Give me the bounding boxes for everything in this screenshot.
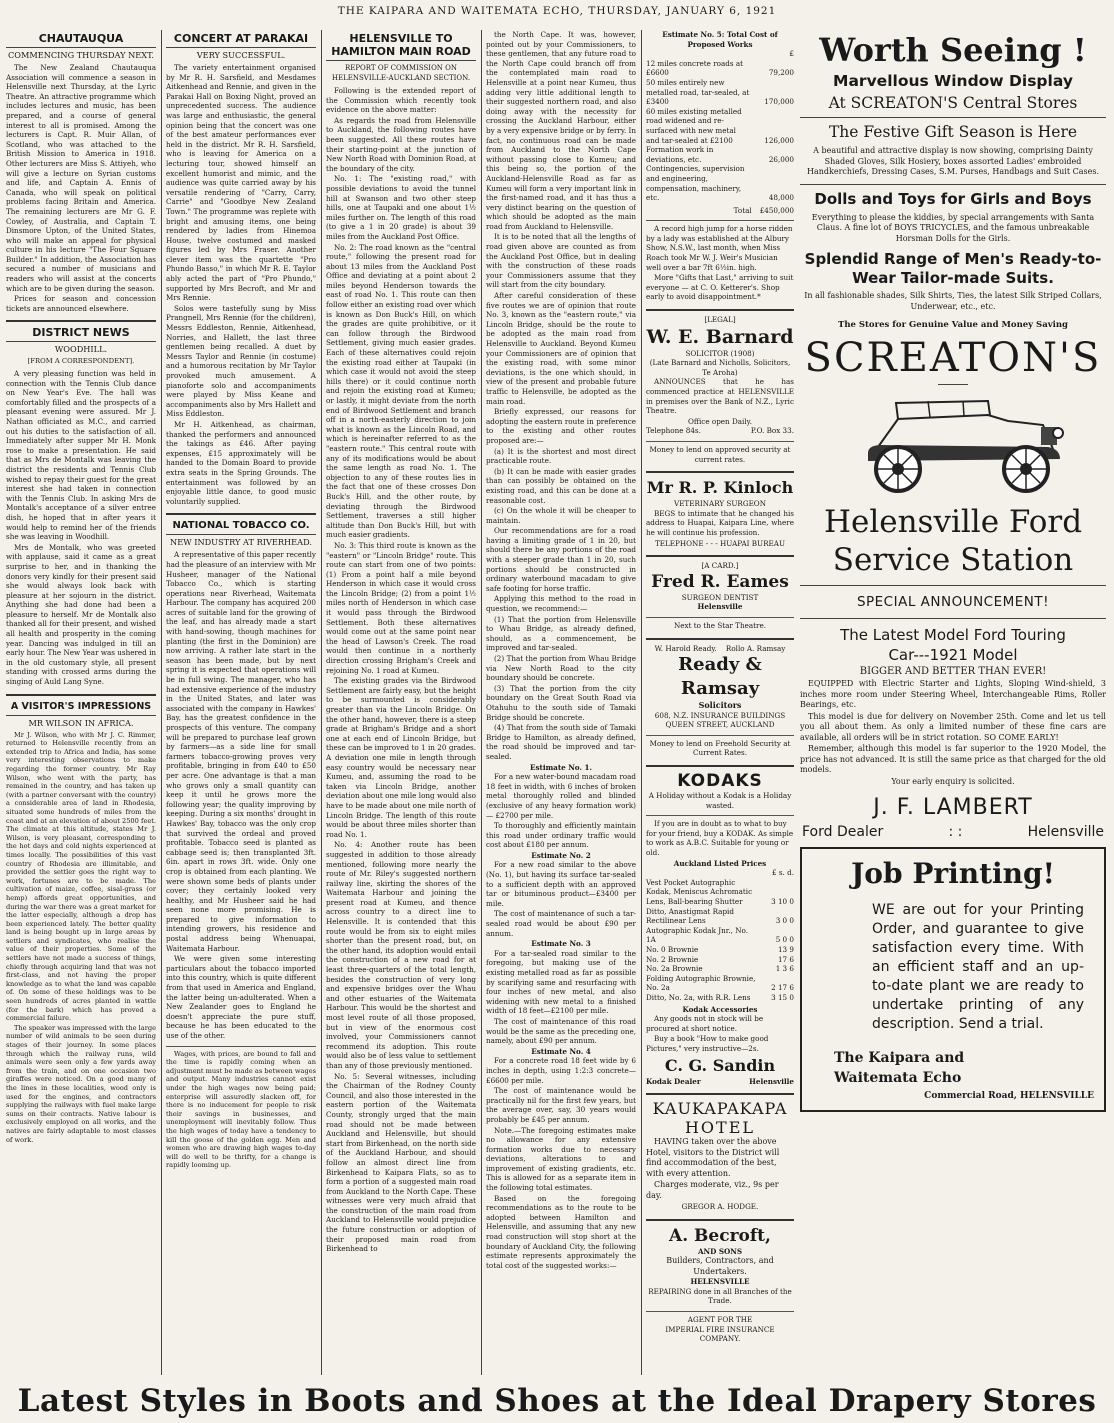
ford-station-title-2: Service Station [832,542,1074,578]
estimate-5-table [646,59,794,216]
eames-place: Helensville [697,602,743,612]
becroft-ad [646,1225,794,1344]
divider [800,585,1106,586]
road-cont-para-2: It is to be noted that all the lengths of road given above are counted as from the Auckland Post Office, but in dealing with the construction of these roads your Commissioners assume that they will start from the city boundary. [486,232,636,290]
road-cont-para-7: Based on the foregoing recommendations as to the route to be adopted between Hamilton and Helensville, and assuming that any new road construction will stop short at the boundary of Auckland City, the following estimate represents approximately the total cost of the suggested works:— [486,1193,636,1270]
kinloch-body: BEGS to intimate that he changed his address to Huapai, Kaipara Line, where he will continue his profession. [646,508,794,537]
item-price: 3 15 0 [771,992,794,1002]
estimate-3-maintenance: The cost of maintenance of this road would be the same as the preceding one, namely, about £90 per annum. [486,1016,636,1046]
kinloch-ad [646,477,794,548]
barnard-name: W. E. Barnard [646,325,794,348]
road-cont-para-4: Briefly expressed, our reasons for adopting the eastern route in preference to the existing and other routes proposed are:— [486,407,636,445]
total-value: £450,000 [759,205,794,215]
item-label: No. 2 Brownie [646,954,699,964]
barnard-box: P.O. Box 33. [750,426,794,436]
list-item: (a) It is the shortest and most direct practicable route. [486,446,636,466]
row-value: 170,000 [764,97,794,107]
becroft-agent: AGENT FOR THE [687,1315,753,1325]
ramsay-role: Solicitors [698,700,742,711]
divider [938,384,968,385]
paper-address: Commercial Road, HELENSVILLE [924,1091,1094,1101]
row-label: 12 miles concrete roads at £6600 [646,58,743,78]
paper-name-1: The Kaipara and [834,1050,965,1066]
ford-dealer-line [800,823,1106,841]
sandin-right: Helensville [749,1076,794,1086]
chautauqua-para-1: The New Zealand Chautauqua Association will commence a season in Helensville next Thursday, at the Lyric Theatre. An attractive programme which includes lectures and music, has been prepared, and a course of general interest to all is promised. Among the lecturers is Capt. R. Muir Allan, of Scotland, who was attached to the British Mission to America in 1918. Other lecturers are Miss S. Attiyeh, who will give a lecture on Syrian customs and life, and Captain A. Ennis of Canada, who will speak on political problems facing Britain and America. The remaining lecturers are Mr G. F. Cowley, of Australia, and Captain T. Dinsmore Upton, of the United States, who will make an appeal for physical culture in his lecture "The Four Square Builder." In addition, the Association has secured a number of musicians and readers who will assist at the concerts which are to be given during the season. [6,63,156,293]
tobacco-para-1: A representative of this paper recently had the pleasure of an interview with Mr Husheer, manager of the National Tobacco Co., which is starting operations near Riverhead, Waitemata Harbour. The company has acquired 200 acres of suitable land for the growing of the leaf, and has already made a start with hand-sowing, though machines for planting (the first in the Dominion) are now arriving. A rather late start in the season has been made, but by next spring it is expected that operations will be in full swing. The manager, who has had extensive experience of the industry in the United States, and later was associated with the company in Hawkes' Bay, has the greatest confidence in the prospects of this venture. The company will be prepared to purchase leaf grown by farmers—as a side line for small farmers tobacco-growing proves very profitable, bringing in from £40 to £50 per acre. One advantage is that a man who grows only a small quantity can keep it until he grows more the following year; the quality improving by keeping. During a six months' drought in Hawkes' Bay, tobacco was the only crop that survived the ordeal and proved profitable. Tobacco seed is planted as cabbage seed is; then transplanted 3ft. 6in. apart in rows 3ft. wide. Only one crop is obtained from each planting. We were shown some beds of plants under cover; they certainly looked very healthy, and Mr Husheer said he had seen none more promising. He is prepared to give information to intending growers, his residence and postal address being Whenuapai, Waitemata Harbour. [166,550,316,953]
column-rule [321,30,322,1375]
chautauqua-subhead: COMMENCING THURSDAY NEXT. [8,50,154,60]
road-cont-para-1: the North Cape. It was, however, pointed out by your Commissioners, to these gentlemen, that any future road to the North Cape could branch off from the contemplated main road to Helensville at a point near Kumeu, thus adding very little additional length to their suggested northern road, and also doing away with the necessity for crossing the Auckland Harbour, either by a very expensive bridge or by ferry. In fact, no continuous road can be made from Auckland to the North Cape without passing close to Kumeu; and this being so, the portion of the Auckland-Helensville Road as far as Kumeu will form a very important link in the first-named road, and it has thus a very distinct bearing on the question of which should be adopted as the main road from Auckland to Helensville. [486,30,636,231]
column-2 [166,30,316,1375]
becroft-town: HELENSVILLE [690,1277,750,1287]
barnard-contact [646,426,794,436]
visitor-headline: A VISITOR'S IMPRESSIONS [6,700,156,716]
price-row [646,993,794,1003]
item-label: Ditto, Anastigmat Rapid Rectilinear Lens [646,906,734,926]
row-value: 48,000 [768,193,794,203]
price-columns: £ s. d. [771,868,794,878]
district-para-2: Mrs de Montalk, who was greeted with applause, said it came as a great surprise to her, and in thanking the donors very kindly for their present said she would always look back with pleasure at her sojourn in the district. Anything she had done had been a pleasure to herself. Mr de Montalk also thanked all for their present, and wished all health and prosperity in the coming year. Dancing was indulged in till an early hour. The New Year was ushered in in the old customary style, all present standing with crossed arms during the singing of Auld Lang Syne. [6,542,156,687]
divider [646,735,794,736]
divider [646,220,794,221]
kodaks-accessories-title: Kodak Accessories [682,1004,758,1014]
list-item: (4) That from the south side of Tamaki Bridge to Hamilton, as already defined, the road should be improved and tar-sealed. [486,723,636,761]
estimate-3-text: For a tar-sealed road similar to the foregoing, but making use of the existing metalled road as far as possible by scarifying same and resurfacing with four inches of new metal, and also widening with new metal to a finished width of 18 feet—£2100 per mile. [486,948,636,1016]
road-cont-para-5: Our recommendations are for a road having a limiting grade of 1 in 20, but should there be any portions of the road with a steeper grade than 1 in 20, such portions should be constructed in ordinary waterbound macadam to give safe footing for horse traffic. [486,526,636,593]
kinloch-telephone: TELEPHONE - - - HUAPAI BUREAU [654,538,786,548]
item-price: 3 10 0 [771,897,794,906]
tobacco-headline: NATIONAL TOBACCO CO. [166,519,316,535]
window-display: Marvellous Window Display [833,72,1073,90]
district-news-subhead: WOODHILL. [54,344,108,355]
sandin-left: Kodak Dealer [646,1076,701,1086]
barnard-body: ANNOUNCES that he has commenced practice at HELENSVILLE in premises over the Bank of N.Z., Lyric Theatre. [646,377,794,416]
price-row [646,955,794,965]
delivery-text: This model is due for delivery on November 25th. Come and let us tell you all about them. As only a limited number of these fine cars are available, all orders will be in strict rotation. SO COME EARLY! [800,711,1106,742]
wages-para: Wages, with prices, are bound to fall and the time is rapidly coming when an adjustment must be made as between wages and output. Many industries cannot exist under the high wages now being paid; enterprise will assuredly slacken off, for there is no inducement for people to risk their savings in businesses, and unemployment will inevitably follow. Thus the high wages of today have a tendency to kill the goose of the golden egg. Men and women who are drawing high wages to-day will do well to be thrifty, for a change is rapidly looming up. [166,1049,316,1170]
becroft-name: A. Becroft, [669,1225,771,1246]
eames-ad [646,561,794,630]
barnard-open: Office open Daily. [688,416,752,426]
kodaks-ad [646,771,794,1086]
table-row [646,107,794,145]
hotel-signature: GREGOR A. HODGE. [681,1202,759,1212]
estimate-1-maintenance: To thoroughly and efficiently maintain this road under ordinary traffic would cost about £180 per annum. [486,821,636,850]
concert-para-2: Solos were tastefully sung by Miss Prangnell, Mrs Rennie (for the children), Messrs Eddleston, Rennie, Aitkenhead, Norries, and Hallett, the last three gentlemen being recalled. A duet by Messrs Taylor and Rennie (in costume) and a humorous recitation by Mr Taylor provoked much amusement. A pianoforte solo and accompaniments were played by Miss Keane and accompaniments also by Mrs Hallett and Miss Eddleston. [166,303,316,419]
item-label: Folding Autographic Brownie, No. 2a [646,973,756,993]
divider [800,184,1106,185]
tobacco-subhead: NEW INDUSTRY AT RIVERHEAD. [170,537,312,548]
road-para-4: No. 2: The road known as the "central route," following the present road for about 13 miles from the Auckland Post Office and deviating at a point about 2 miles beyond Henderson towards the east of road No. 1. This route can then follow either an existing road over which is known as Don Buck's Hill, on which the grades are quite prohibitive, or it can follow through the Birdwood Settlement, giving much easier grades. Each of these alternatives could rejoin the existing road either at Taupaki (in which case it would not avoid the steep hills there) or it could continue north and rejoin the existing road at Kumeu; or lastly, it might deviate from the north end of Birdwood Settlement and branch off in a north-easterly direction to join what is known as the Lincoln Road, and which is hereinafter referred to as the "eastern route." This central route with any of its modifications would be about the same length as road No. 1. The objection to any of these routes lies in the fact that one of these crosses Don Buck's Hill, and the other route, by deviating through the Birdwood Settlement, traverses a still higher altitude than Don Buck's Hill, but with much easier gradients. [326,242,476,540]
total-row [646,206,794,216]
hotel-charges: Charges moderate, viz., 9s per day. [646,1180,779,1200]
chautauqua-headline: CHAUTAUQUA [6,32,156,48]
card-tag: [A CARD.] [701,561,739,571]
price-row [646,964,794,974]
road-para-2: As regards the road from Helensville to Auckland, the following routes have been suggested. All these routes have their starting-point at the junction of New North Road with Dominion Road, at the boundary of the city. [326,115,476,173]
correspondent-note: [FROM A CORRESPONDENT]. [27,357,135,366]
estimate-3-heading: Estimate No. 3 [531,939,591,949]
high-jump-note: A record high jump for a horse ridden by a lady was established at the Albury Show, N.S.W., last month, when Miss Roach took Mr W. J. Weir's Musician well over a bar 7ft 6½in. high. [646,224,793,272]
divider [646,309,794,311]
table-row [646,59,794,78]
estimate-4-maintenance: The cost of maintenance would be practically nil for the first few years, but the average over, say, 30 years would probably be £45 per annum. [486,1086,636,1124]
barnard-ad [646,315,794,464]
latest-model-1: The Latest Model Ford Touring [840,626,1066,644]
table-row [646,78,794,107]
price-row [646,907,794,926]
concert-headline: CONCERT AT PARAKAI [166,32,316,48]
item-label: Vest Pocket Autographic Kodak, Meniscus Achromatic Lens, Ball-bearing Shutter [646,877,753,906]
ramsay-money: Money to lend on Freehold Security at Current Rates. [649,738,791,758]
list-item: (2) That the portion from Whau Bridge via New North Road to the city boundary should be concrete. [486,654,636,683]
kodaks-tagline: A Holiday without a Kodak is a Holiday wasted. [648,791,792,810]
road-para-7: No. 4: Another route has been suggested in addition to those already mentioned, following more nearly the route of Mr. Riley's suggested northern railway line, skirting the shores of the Waitemata Harbour and joining the present road at Kumeu, and thence across country to a direct line to Helensville. It is contended that this route would be from six to eight miles shorter than the present road, but, on the other hand, its adoption would entail the construction of a new road for at least three-quarters of the total length, besides the construction of very long and expensive bridges over the Whau and other estuaries of the Waitemata Harbour. This would be the shortest and most level route of all those proposed, but in view of the enormous cost involved, your Commissioners cannot recommend its adoption. This route would also be of less value to settlement than any of those previously mentioned. [326,840,476,1070]
latest-model-2: Car---1921 Model [888,646,1018,664]
column-5 [646,30,794,1375]
price-row [646,945,794,955]
item-price: 5 0 0 [775,935,794,945]
column-rule [161,30,162,1375]
festive-season: The Festive Gift Season is Here [828,123,1078,141]
estimate-1-text: For a new water-bound macadam road 18 feet in width, with 6 inches of broken metal thoroughly rolled and blinded (exclusive of any heavy formation work) — £2700 per mile. [486,772,636,820]
hotel-name-1: KAUKAPAKAPA [652,1099,788,1119]
becroft-company: IMPERIAL FIRE INSURANCE COMPANY. [665,1324,775,1344]
item-price: 17 6 [777,954,794,964]
divider [646,815,794,816]
ramsay-title: Ready & Ramsay [678,654,762,700]
concert-subhead: VERY SUCCESSFUL. [196,50,286,60]
kodaks-book: Buy a book "How to make good Pictures," very instructive—2s. [646,1034,769,1053]
dolls-toys: Dolls and Toys for Girls and Boys [814,189,1092,208]
kodaks-body: If you are in doubt as to what to buy for your friend, buy a KODAK. As simple to work as A.B.C. Suitable for young or old. [646,819,794,858]
screatons-logo: SCREATON'S [804,335,1102,381]
car-icon [838,389,1068,499]
estimate-2-maintenance: The cost of maintenance of such a tar-sealed road would be about £90 per annum. [486,909,636,938]
concert-para-3: Mr H. Aitkenhead, as chairman, thanked the performers and announced the takings as £46. After paying expenses, £15 approximately will be handed to the Domain Board to provide extra seats in the Spring Grounds. The entertainment was followed by an enjoyable little dance, to good music voluntarily supplied. [166,419,316,506]
road-cont-para-3: After careful consideration of these five routes we are of opinion that route No. 3, known as the "eastern route," via Lincoln Bridge, should be the route to be adopted as the main road from Helensville to Auckland. Beyond Kumeu your Commissioners are of opinion that the existing road, with some minor deviations, is the one which should, in view of the present and probable future traffic to Helensville, be adopted as the main road. [486,291,636,406]
column-1 [6,30,156,1375]
divider [646,1311,794,1312]
dolls-body: Everything to please the kiddies, by special arrangements with Santa Claus. A fine lot of BOYS TRICYCLES, and the famous unbreakable Horsman Dolls for the Girls. [811,212,1095,243]
row-label: Formation work in deviations, etc. [646,145,714,164]
special-announcement: SPECIAL ANNOUNCEMENT! [856,594,1050,610]
reasons-list [486,447,636,526]
estimate-2-text: For a new road similar to the above (No. 1), but having its surface tar-sealed to a sufficient depth with an approved tar or bituminous product—£3400 per mile. [486,860,636,908]
estimate-1-heading: Estimate No. 1. [530,762,592,772]
dealer-colons: : : [948,824,963,840]
central-stores: At SCREATON'S Central Stores [828,94,1078,112]
item-label: No. 0 Brownie [646,944,699,954]
district-news-headline: DISTRICT NEWS [6,326,156,342]
hotel-ad [646,1099,794,1212]
total-label: Total [733,205,752,215]
job-printing-ad [800,847,1106,1112]
divider [646,1219,794,1221]
road-para-6: The existing grades via the Birdwood Settlement are fairly easy, but the height to be surmounted is considerably greater than via the Lincoln Bridge. On the other hand, however, there is a steep grade at Brigham's Bridge and a short one at each end of Lincoln Bridge, but these can be improved to 1 in 20 grades. A deviation one mile in length through easy country would be necessary near Kumeu, and, assuming the road to be taken via Lincoln Bridge, another deviation about one mile long would also have to be made about one mile north of Lincoln Bridge. The length of this route would be about three miles shorter than road No. 1. [326,676,476,839]
ramsay-partners: W. Harold Ready. Rollo A. Ramsay [654,643,786,653]
gifts-note: More "Gifts that Last," arriving to suit everyone — at C. O. Ketterer's. Shop early to avoid disappointment.* [646,273,794,302]
column-rule [641,30,642,1375]
divider [646,638,794,640]
chautauqua-para-2: Prices for season and concession tickets are announced elsewhere. [6,294,156,313]
price-row [646,974,794,993]
paper-name-2: Waitemata Echo [834,1070,962,1086]
item-price: 1 3 6 [775,964,794,974]
kinloch-name: Mr R. P. Kinloch [646,478,794,498]
item-price: 13 9 [777,944,794,954]
dealer-label: Ford Dealer [802,824,884,840]
barnard-money: Money to lend on approved security at current rates. [649,444,791,464]
becroft-repair: REPAIRING done in all Branches of the Trade. [648,1286,792,1306]
divider [646,555,794,557]
barnard-late: (Late Barnard and Nicholls, Solicitors, Te Aroha) [649,358,791,377]
divider [800,117,1106,118]
divider [646,1093,794,1095]
estimate-2-heading: Estimate No. 2 [531,850,591,860]
estimate-4-text: For a concrete road 18 feet wide by 6 inches in depth, using 1:2:3 concrete—£6600 per mile. [486,1056,636,1085]
visitor-para-2: The speaker was impressed with the large number of wild animals to be seen during stages of their journey. In some places through which the railway runs, wild animals were seen only a few yards away from the train, and on one occasion two giraffes were noticed. On a good many of the lines in these localities, wood only is used for the engines, and contractors supplying the railways with fuel make large sums on their contracts. Native labour is exclusively employed on all works, and the natives are fairly adaptable to most classes of work. [6,1023,156,1144]
list-item: (c) On the whole it will be cheaper to maintain. [486,506,636,525]
barnard-role: SOLICITOR (1908) [685,348,755,358]
price-row [646,926,794,945]
divider [6,320,156,322]
bigger-better: BIGGER AND BETTER THAN EVER! [859,666,1047,677]
divider [6,694,156,696]
worth-seeing-headline: Worth Seeing ! [819,31,1087,69]
job-printing-body: WE are out for your Printing Order, and guarantee to give satisfaction every time. With an efficient staff and an up-to-date plant we are ready to undertake printing of any description. Send a trial. [872,902,1084,1032]
currency-label: £ [789,49,794,59]
dealer-town: Helensville [1027,824,1104,840]
column-3 [326,30,476,1375]
item-price: 2 17 6 [771,983,794,993]
estimate-4-heading: Estimate No. 4 [531,1046,591,1056]
tobacco-para-2: We were given some interesting particulars about the tobacco imported into this country, which is quite different from that used in America and England, the latter being un-adulterated. When a New Zealander goes to England he doesn't appreciate the pure stuff, because he has been educated to the use of the other. [166,954,316,1040]
suits-body: In all fashionable shades, Silk Shirts, Ties, the latest Silk Striped Collars, Underwear, etc., etc. [804,291,1102,311]
road-headline: HELENSVILLE TO HAMILTON MAIN ROAD [326,32,476,61]
price-row [646,878,794,907]
item-label: No. 2a Brownie [646,964,703,974]
list-item: (b) It can be made with easier grades than can possibly be obtained on the existing road, and this can be done at a reasonable cost. [486,466,636,505]
item-label: Ditto, No. 2a, with R.R. Lens [646,992,751,1002]
ford-station-title-1: Helensville Ford [823,504,1083,540]
road-subhead: REPORT OF COMMISSION ON HELENSVILLE-AUCKLAND SECTION. [331,64,471,82]
ramsay-address-2: QUEEN STREET, AUCKLAND [665,720,775,730]
divider [646,765,794,767]
kodaks-prices-title: Auckland Listed Prices [673,858,767,868]
masthead: THE KAIPARA AND WAITEMATA ECHO, THURSDAY, JANUARY 6, 1921 [337,5,777,17]
row-label: Contingencies, supervision and engineering, compensation, machinery, etc. [646,164,745,203]
row-label: 60 miles existing metalled road widened and re-surfaced with new metal and tar-sealed at £2100 [646,106,742,145]
divider [166,1046,316,1047]
concert-para-1: The variety entertainment organised by Mr R. H. Sarsfield, and Mesdames Aitkenhead and Rennie, and given in the Parakai Hall on Boxing Night, proved an unprecedented success. The audience was large and enthusiastic, the general opinion being that the concert was one of the best amateur performances ever held in the district. Mr R. H. Sarsfield, who is leaving for America on a lecturing tour, showed himself an excellent humorist and mimic, and the audience was quite carried away by his versatile rendering of "Carry, Carry, Carrie" and "Goodbye New Zealand Town." The programme was replete with bright and amusing items, one being rendered by ladies from Hinemoa House, twelve costumed and masked figures led by Mrs Fraser. Another clever item was the quartette "Pro Phundo Basso," in which Mr R. E. Taylor ably acted the part of "Pro Phundo," supported by Mrs Becroft, and Mr and Mrs Rennie. [166,63,316,303]
eames-next: Next to the Star Theatre. [674,620,766,630]
legal-tag: [LEGAL] [704,315,736,325]
hotel-body: HAVING taken over the above Hotel, visitors to the District will find accommodation of the best, with every attention. [646,1137,780,1178]
sandin-name: C. G. Sandin [664,1055,776,1075]
item-label: Autographic Kodak Jnr., No. 1A [646,925,749,945]
kodaks-title: KODAKS [677,771,763,792]
list-item: (3) That the portion from the city boundary on the Great South Road via Otahuhu to the south side of Tamaki Bridge should be concrete. [486,683,636,722]
road-para-1: Following is the extended report of the Commission which recently took evidence on the above matter: [326,86,476,115]
lambert-name: J. F. LAMBERT [873,795,1033,820]
list-item: (1) That the portion from Helensville to Whau Bridge, as already defined, should, as a commencement, be improved and tar-sealed. [486,614,636,653]
becroft-sons: AND SONS [697,1246,743,1256]
hotel-name-2: HOTEL [684,1118,756,1138]
estimates-note: Note.—The foregoing estimates make no allowance for any extensive formation works due to necessary deviations, alterations to and improvement of existing gradients, etc. This is allowed for as a separate item in the following total estimates. [486,1125,636,1193]
divider [646,617,794,618]
item-price: 3 0 0 [775,916,794,926]
divider [800,618,1106,619]
divider [166,513,316,515]
sandin-line [646,1077,794,1087]
kodaks-accessories: Any goods not in stock will be procured at short notice. [646,1014,764,1033]
ford-car-illustration [800,389,1106,499]
becroft-trade: Builders, Contractors, and Undertakers. [666,1256,774,1276]
visitor-para-1: Mr J. Wilson, who with Mr J. C. Rimmer, returned to Helensville recently from an extended trip to Africa and India, has some very interesting observations to make regarding the former country. Mr Ray Wilson, who went with the party, has remained in the country, and has taken up (with a partner conversant with the country) a considerable area of land in Rhodesia, situated some hundreds of miles from the coast and at an elevation of about 2500 feet. The climate at this altitude, states Mr J. Wilson, is very pleasant, corresponding to the hot days and cold nights experienced at times locally. The possibilities of this vast country of Rhodesia are illimitable, and provided the settler goes the right way to work, fortunes are to be made. The cultivation of maize, coffee, sisal-grass (or hemp) affords great opportunities, and during the war there was a great market for the latter especially, although a drop has been experienced lately. The better quality land is being bought up in large areas by settlers and syndicates, who realise the value of their properties. Some of the settlers have not made a success of things, chiefly through acquiring land that was not first-class, and not having the proper knowledge as to what the land was capable of. On some of these holdings was to be seen hundreds of acres planted in wattle (for the bark) which has proved a commercial failure. [6,730,156,1023]
table-row [646,164,794,202]
row-label: 50 miles entirely new metalled road, tar-sealed, at £3400 [646,77,750,107]
price-text: Remember, although this model is far superior to the 1920 Model, the price has not advanced. It is still the same price as that charged for the old models. [800,744,1106,774]
estimate-5-heading: Estimate No. 5: Total Cost of Proposed Works [662,30,778,49]
job-printing-title: Job Printing! [851,857,1055,890]
recommend-list [486,615,636,762]
road-para-5: No. 3: This third route is known as the "eastern" or "Lincoln Bridge" route. This route can start from one of two points: (1) From a point half a mile beyond Henderson in which case it would cross the Lincoln Bridge; (2) from a point 1½ miles north of Henderson in which case it would pass through the Birdwood Settlement. Both these alternatives would come out at the same point near the head of Lawson's Creek. The road would then continue in a northerly direction crossing Brigham's Creek and rejoining No. 1 road at Kumeu. [326,540,476,675]
kinloch-role: VETERINARY SURGEON [674,499,766,509]
divider [646,441,794,442]
road-cont-para-6: Applying this method to the road in question, we recommend:— [486,594,636,614]
row-value: 79,200 [768,68,794,78]
suits-headline: Splendid Range of Men's Ready-to-Wear Tailor-made Suits. [804,250,1102,287]
barnard-phone: Telephone 84s. [646,426,701,436]
equipped-text: EQUIPPED with Electric Starter and Lights, Sloping Wind-shield, 3 inches more room under Steering Wheel, Interchangeable Rims, Roller Bearings, etc. [800,679,1106,709]
visitor-subhead: MR WILSON IN AFRICA. [28,717,134,728]
divider [646,471,794,473]
road-para-3: No. 1: The "existing road," with possible deviations to avoid the tunnel hill at Swanson and two other steep hills, one at Taupaki and one about 1½ miles further on. The length of this road (to give a 1 in 20 grade) is about 39 miles from the Auckland Post Office. [326,174,476,241]
ramsay-address-1: 608, N.Z. INSURANCE BUILDINGS [654,710,786,720]
bottom-banner: Latest Styles in Boots and Shoes at the Ideal Drapery Stores [17,1383,1097,1419]
advertisement-column [800,30,1106,1375]
row-value: 26,000 [768,154,794,164]
stores-tagline: The Stores for Genuine Value and Money Saving [838,320,1068,330]
eames-role: SURGEON DENTIST [681,592,759,602]
column-4 [486,30,636,1375]
table-row [646,145,794,164]
eames-name: Fred R. Eames [651,571,789,592]
column-rule [481,30,482,1375]
district-para-1: A very pleasing function was held in connection with the Tennis Club dance on New Year's Eve. The hall was comfortably filled and the prospects of a pleasant evening were assured. Mr J. Nathan officiated as M.C., and carried out his duties to the satisfaction of all. Immediately after supper Mr H. Monk rose to make a presentation. He said that as Mrs de Montalk was leaving the district the residents and Tennis Club wished to repay their guest for the great interest she had taken in connection with the Tennis Club. In asking Mrs de Montalk's acceptance of a silver entree dish, he hoped that in after years it would help to remind her of the friends she was leaving in Woodhill. [6,369,156,542]
road-para-8: No. 5: Several witnesses, including the Chairman of the Rodney County Council, and also those interested in the eastern portion of the Waitemata County, strongly urged that the main road should not be made between Auckland and Helensville, but should start from Birkenhead, on the north side of the Auckland Harbour, and should follow an almost direct line from Birkenhead to Kaipara Flats, so as to form a portion of a suggested main road from Auckland to the North Cape. These witnesses were very much afraid that the construction of the main road from Auckland to Helensville would prejudice the future construction or adoption of their proposed main road from Birkenhead to [326,1071,476,1254]
row-value: 126,000 [764,135,794,145]
festive-body: A beautiful and attractive display is now showing, comprising Dainty Shaded Gloves, Silk Hosiery, boxes assorted Ladies' embroided Handkerchiefs, Dressing Cases, S.M. Purses, Handbags and Suit Cases. [807,146,1099,176]
enquiry-text: Your early enquiry is solicited. [891,776,1015,786]
ramsay-ad [646,644,794,759]
